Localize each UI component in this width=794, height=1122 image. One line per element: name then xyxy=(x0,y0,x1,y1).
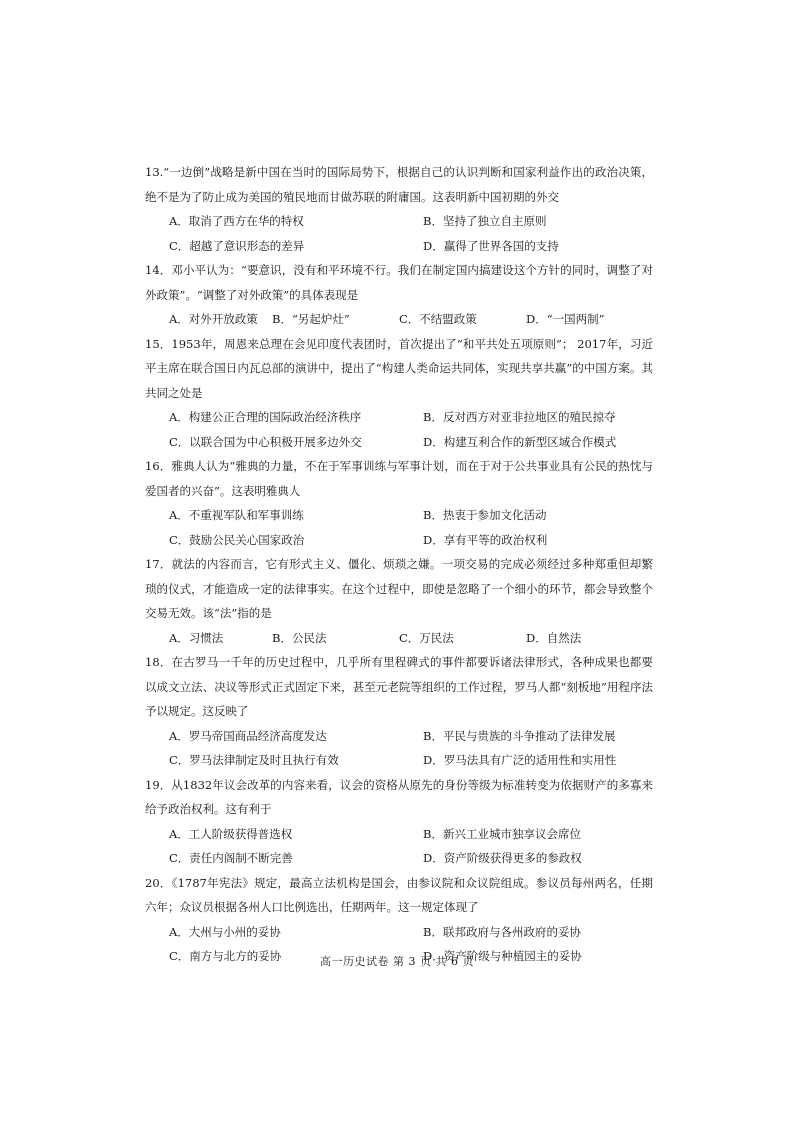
option-c: C．超越了意识形态的差异 xyxy=(169,238,305,253)
options xyxy=(145,307,653,332)
option-b: B．平民与贵族的斗争推动了法律发展 xyxy=(423,728,616,743)
option-d: D．“一国两制” xyxy=(526,312,605,326)
option-a: A．不重视军队和军事训练 xyxy=(169,508,304,522)
option-c: C．不结盟政策 xyxy=(399,312,477,326)
question-stem: 19．从1832年议会改革的内容来看，议会的资格从原先的身份等级为标准转变为依据财产的多寡来给予政治权利。这有利于 xyxy=(145,777,653,816)
option-b: B．反对西方对亚非拉地区的殖民掠夺 xyxy=(423,410,616,424)
question-16 xyxy=(145,454,653,552)
question-list xyxy=(145,160,653,969)
option-a: A．构建公正合理的国际政治经济秩序 xyxy=(169,410,362,424)
option-c: C．罗马法律制定及时且执行有效 xyxy=(169,753,339,767)
question-stem: 18．在古罗马一千年的历史过程中，几乎所有里程碑式的事件都要诉诸法律形式，各种成果也都要以成文立法、决议等形式正式固定下来，甚至元老院等组织的工作过程，罗马人都“刻板地”用程序法予以规定。这反映了 xyxy=(145,655,653,718)
question-stem: 14．邓小平认为：“要意识，没有和平环境不行。我们在制定国内搞建设这个方针的同时，调整了对外政策”。“调整了对外政策”的具体表现是 xyxy=(145,263,653,302)
option-d: D．赢得了世界各国的支持 xyxy=(423,238,559,253)
option-b: B．“另起炉灶” xyxy=(272,312,350,326)
options xyxy=(145,209,653,258)
option-d: D．资产阶级获得更多的参政权 xyxy=(423,851,582,865)
option-b: B．联邦政府与各州政府的妥协 xyxy=(423,924,581,939)
option-b: B．新兴工业城市独享议会席位 xyxy=(423,826,581,841)
option-d: D．构建互利合作的新型区域合作模式 xyxy=(423,434,617,449)
question-18 xyxy=(145,650,653,773)
question-15 xyxy=(145,332,653,455)
question-stem: 16．雅典人认为“雅典的力量，不在于军事训练与军事计划，而在于对于公共事业具有公民的热忱与爱国者的兴奋”。这表明雅典人 xyxy=(145,459,653,498)
option-c: C．以联合国为中心积极开展多边外交 xyxy=(169,434,362,449)
question-14 xyxy=(145,258,653,332)
page-footer: 高一历史试卷 第 3 页 共 6 页 xyxy=(320,955,474,968)
option-b: B．坚持了独立自主原则 xyxy=(423,214,547,228)
option-a: A．习惯法 xyxy=(169,630,224,645)
question-stem: 17．就法的内容而言，它有形式主义、僵化、烦琐之嫌。一项交易的完成必须经过多种郑重但却繁琐的仪式，才能造成一定的法律事实。在这个过程中，即使是忽略了一个细小的环节，都会导致整个交易无效。该“法”指的是 xyxy=(145,557,653,620)
option-d: D．资产阶级与种植园主的妥协 xyxy=(423,949,582,963)
question-stem: 20．《1787年宪法》规定，最高立法机构是国会，由参议院和众议院组成。参议员每州两名，任期六年；众议员根据各州人口比例选出，任期两年。这一规定体现了 xyxy=(145,875,653,914)
option-d: D．罗马法具有广泛的适用性和实用性 xyxy=(423,753,617,767)
question-stem: 15．1953年，周恩来总理在会见印度代表团时，首次提出了“和平共处五项原则”； 2017年，习近平主席在联合国日内瓦总部的演讲中，提出了“构建人类命运共同体，实现共享共赢”的中国方案。其共同之处是 xyxy=(145,336,653,400)
options xyxy=(145,626,653,651)
option-a: A．工人阶级获得普选权 xyxy=(169,826,293,841)
question-17 xyxy=(145,552,653,650)
question-stem: 13.“一边倒”战略是新中国在当时的国际局势下，根据自己的认识判断和国家利益作出的政治决策，绝不是为了防止成为美国的殖民地而甘做苏联的附庸国。这表明新中国初期的外交 xyxy=(145,165,653,204)
option-a: A．罗马帝国商品经济高度发达 xyxy=(169,728,327,743)
options xyxy=(145,405,653,454)
option-a: A．大州与小州的妥协 xyxy=(169,924,281,939)
option-b: B．热衷于参加文化活动 xyxy=(423,508,547,522)
option-a: A．对外开放政策 xyxy=(169,312,258,326)
option-c: C．南方与北方的妥协 xyxy=(169,949,282,963)
option-c: C．责任内阁制不断完善 xyxy=(169,851,293,865)
option-c: C．万民法 xyxy=(399,630,454,645)
options xyxy=(145,724,653,773)
option-c: C．鼓励公民关心国家政治 xyxy=(169,532,305,547)
question-13 xyxy=(145,160,653,258)
options xyxy=(145,822,653,871)
option-a: A．取消了西方在华的特权 xyxy=(169,214,304,228)
options xyxy=(145,503,653,552)
option-d: D．享有平等的政治权利 xyxy=(423,532,548,547)
option-b: B．公民法 xyxy=(272,630,327,645)
question-19 xyxy=(145,773,653,871)
option-d: D．自然法 xyxy=(526,630,582,645)
